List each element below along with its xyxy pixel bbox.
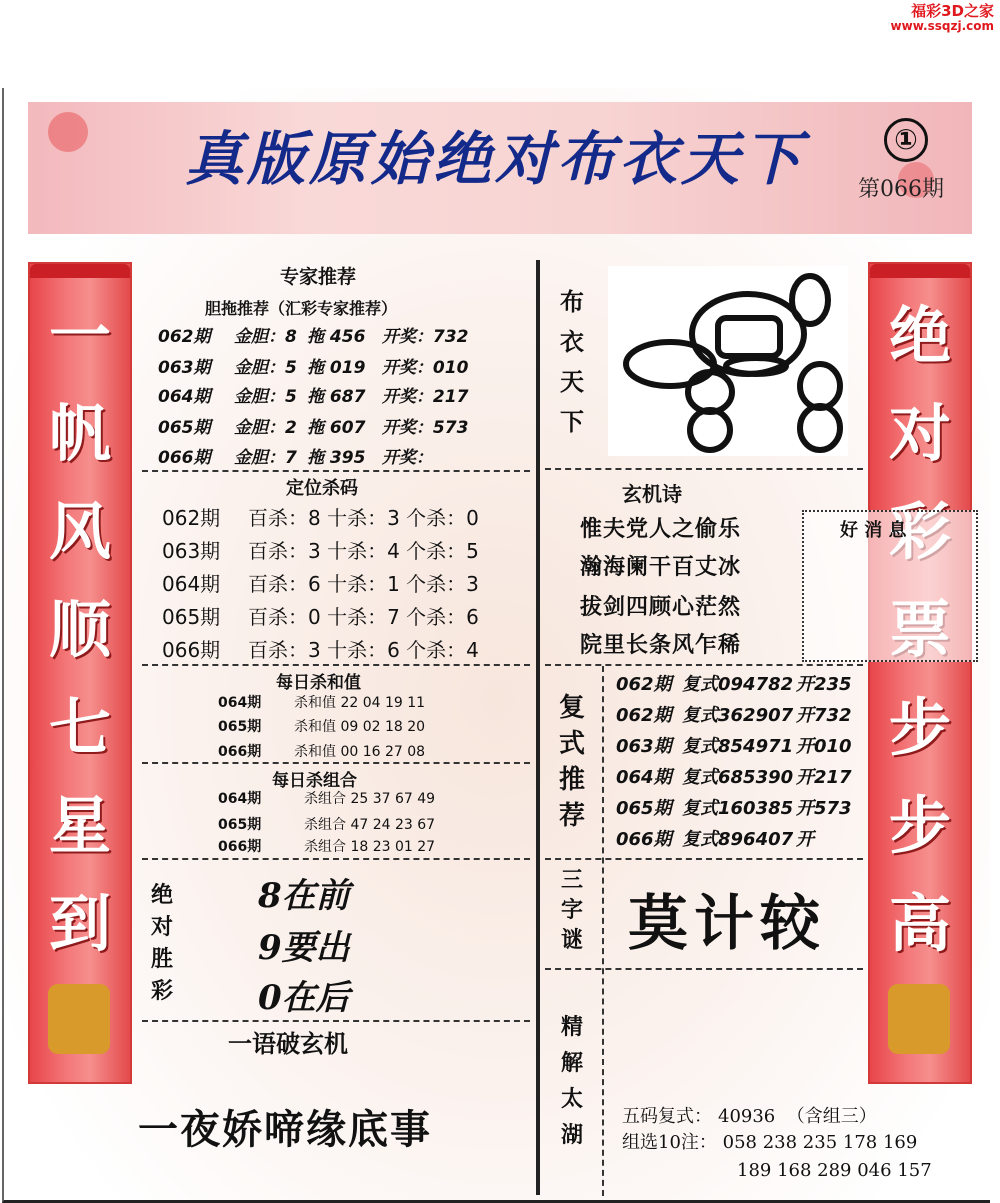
fushi-row: 065期 复式160385 开573 (616, 798, 852, 819)
column-divider (602, 666, 604, 1196)
absolute-label: 绝 对 胜 彩 (150, 883, 173, 1004)
combo-line: 组选10注： 058 238 235 178 169 (622, 1132, 918, 1153)
section-divider (142, 858, 530, 860)
brand-name: 福彩3D之家 (911, 2, 994, 20)
section-divider (545, 664, 863, 666)
five-code-line: 五码复式： 40936 （含组三） (622, 1106, 877, 1127)
expert-row: 064期 金胆：5 拖 687 开奖：217 (158, 387, 469, 407)
daily-combo-row: 065期 杀组合 47 24 23 67 (218, 817, 436, 833)
jingjie-label: 精 解 太 湖 (560, 1015, 583, 1148)
ring-diagram-graphic (608, 266, 848, 456)
scroll-char: 帆 (48, 397, 111, 470)
fushi-row: 062期 复式094782 开235 (616, 674, 852, 695)
issue-number: 第066期 (858, 177, 944, 202)
scroll-char: 风 (48, 495, 111, 568)
daily-combo-row: 066期 杀组合 18 23 01 27 (218, 839, 436, 855)
combo-line-2: 189 168 289 046 157 (737, 1160, 932, 1181)
section-divider (545, 468, 863, 470)
daily-sum-row: 066期 杀和值 00 16 27 08 (218, 744, 426, 760)
scroll-char: 顺 (48, 593, 111, 666)
scroll-char: 绝 (888, 299, 951, 372)
daily-sum-row: 064期 杀和值 22 04 19 11 (218, 695, 426, 711)
gold-pot-decoration (888, 984, 950, 1054)
poem-line: 院里长条风乍稀 (580, 632, 742, 658)
lantern-decoration (48, 112, 88, 152)
expert-row: 065期 金胆：2 拖 607 开奖：573 (158, 418, 469, 438)
position-kill-row: 065期 百杀：0 十杀：7 个杀：6 (162, 605, 479, 629)
fushi-label: 复 式 推 荐 (558, 693, 585, 831)
scroll-char: 星 (48, 789, 111, 862)
daily-combo-title: 每日杀组合 (272, 771, 357, 791)
site-brand (891, 4, 994, 34)
expert-row: 066期 金胆：7 拖 395 开奖： (158, 448, 433, 468)
sanzi-answer: 莫计较 (628, 889, 826, 959)
poem-title: 玄机诗 (622, 482, 682, 506)
expert-subtitle: 胆拖推荐（汇彩专家推荐） (205, 299, 398, 318)
right-scroll (868, 262, 972, 1084)
scroll-char: 七 (48, 691, 111, 764)
expert-row: 062期 金胆：8 拖 456 开奖：732 (158, 327, 469, 347)
brand-url: www.ssqzj.com (890, 19, 994, 33)
position-kill-row: 064期 百杀：6 十杀：1 个杀：3 (162, 572, 479, 596)
fushi-row: 063期 复式854971 开010 (616, 736, 852, 757)
scroll-cap (870, 264, 970, 278)
poem-line: 瀚海阑干百丈冰 (580, 554, 742, 580)
scroll-char: 步 (888, 789, 951, 862)
left-scroll (28, 262, 132, 1084)
scroll-char: 高 (888, 887, 951, 960)
good-news-title: 好 消 息 (840, 520, 907, 541)
expert-title: 专家推荐 (280, 266, 357, 288)
section-divider (545, 968, 863, 970)
daily-sum-row: 065期 杀和值 09 02 18 20 (218, 719, 426, 735)
position-kill-row: 066期 百杀：3 十杀：6 个杀：4 (162, 638, 479, 662)
position-kill-title: 定位杀码 (286, 478, 358, 499)
riddle-title: 一语破玄机 (228, 1029, 348, 1058)
poem-line: 惟夫党人之偷乐 (580, 516, 742, 542)
section-divider (142, 664, 530, 666)
buyi-label: 布 衣 天 下 (560, 288, 584, 436)
scroll-cap (30, 264, 130, 278)
absolute-line: 8在前 (258, 876, 350, 916)
position-kill-row: 063期 百杀：3 十杀：4 个杀：5 (162, 539, 479, 563)
poem-line: 拔剑四顾心茫然 (580, 594, 742, 620)
absolute-line: 0在后 (258, 978, 350, 1018)
section-divider (142, 762, 530, 764)
scroll-char: 一 (48, 299, 111, 372)
position-kill-row: 062期 百杀：8 十杀：3 个杀：0 (162, 506, 479, 530)
section-divider (142, 470, 530, 472)
scroll-char: 到 (48, 887, 111, 960)
sanzi-label: 三 字 谜 (560, 868, 583, 953)
fushi-row: 062期 复式362907 开732 (616, 705, 852, 726)
scroll-char: 对 (888, 397, 951, 470)
edition-circle: ① (884, 118, 928, 162)
center-divider (536, 260, 540, 1195)
daily-combo-row: 064期 杀组合 25 37 67 49 (218, 791, 436, 807)
daily-sum-title: 每日杀和值 (276, 673, 361, 693)
expert-row: 063期 金胆：5 拖 019 开奖：010 (158, 358, 469, 378)
absolute-line: 9要出 (258, 928, 350, 968)
buyi-diagram (608, 266, 848, 456)
fushi-row: 066期 复式896407 开 (616, 829, 814, 850)
good-news-box (802, 510, 978, 662)
page-title: 真版原始绝对布衣天下 (185, 125, 806, 193)
section-divider (545, 858, 863, 860)
gold-pot-decoration (48, 984, 110, 1054)
riddle-text: 一夜娇啼缘底事 (138, 1106, 432, 1153)
scroll-char: 步 (888, 691, 951, 764)
section-divider (142, 1020, 530, 1022)
fushi-row: 064期 复式685390 开217 (616, 767, 852, 788)
